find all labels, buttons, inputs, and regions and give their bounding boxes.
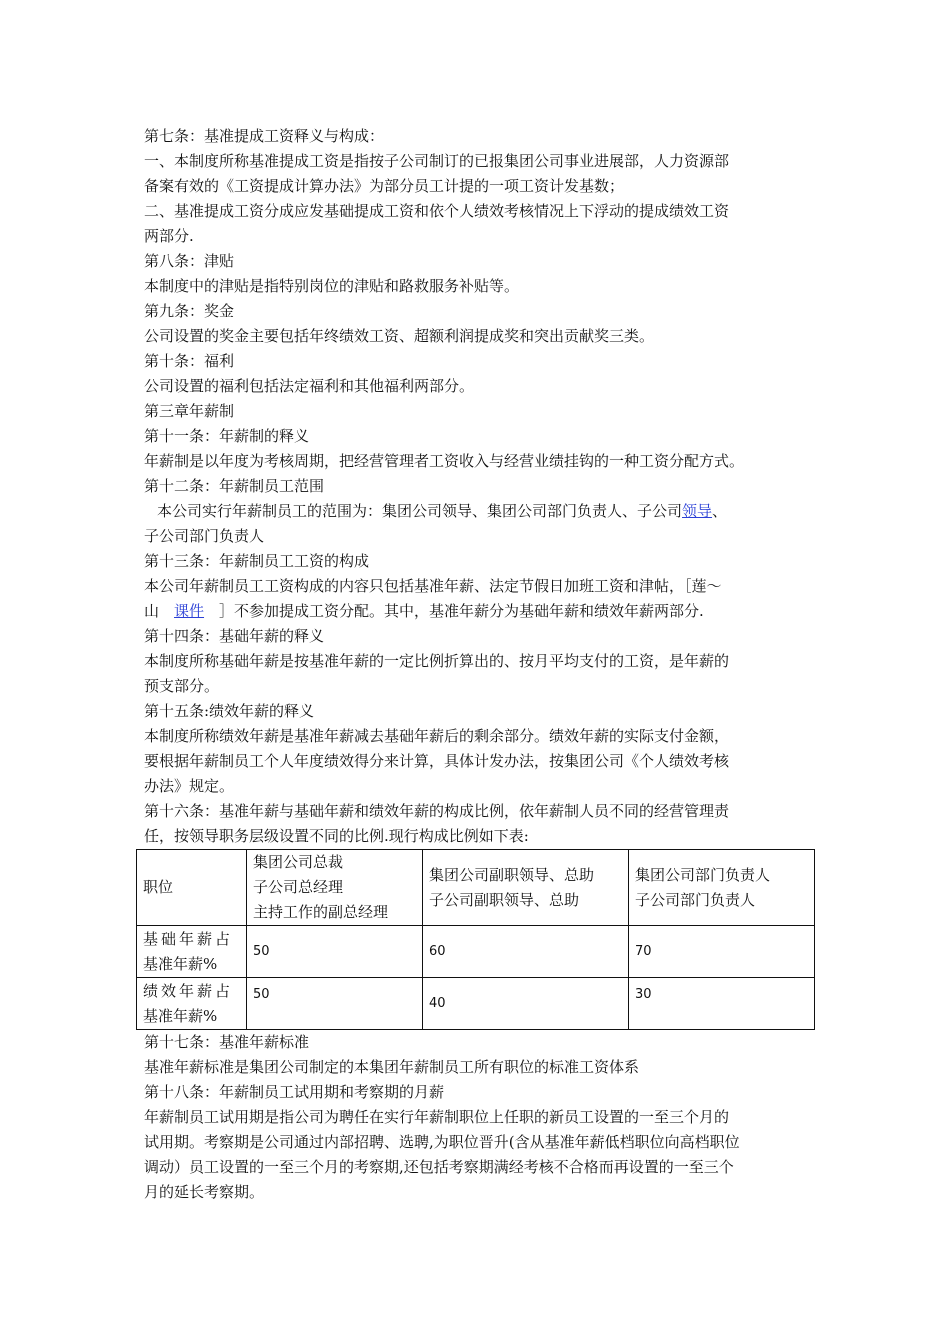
article7-heading: 第七条：基准提成工资释义与构成： [144,127,385,145]
article7-text: 一、本制度所称基准提成工资是指按子公司制订的已报集团公司事业进展部，人力资源部 [144,152,730,170]
article13-text-pre: 山 [144,602,175,620]
courseware-link[interactable]: 课件 [174,602,205,620]
article18-text: 年薪制员工试用期是指公司为聘任在实行年薪制职位上任职的新员工设置的一至三个月的 [144,1108,730,1126]
article13-text [144,599,816,624]
article12-text: 子公司部门负责人 [144,527,265,545]
article14-text: 预支部分。 [144,677,220,695]
header-line: 主持工作的副总经理 [253,903,389,921]
article7-text: 两部分. [144,227,194,245]
table-header-cell [629,850,815,926]
article12-text [144,499,816,524]
article9-heading: 第九条：奖金 [144,302,235,320]
table-header-cell [247,850,423,926]
article15-text: 本制度所称绩效年薪是基准年薪减去基础年薪后的剩余部分。绩效年薪的实际支付金额， [144,727,730,745]
article8-heading: 第八条：津贴 [144,252,235,270]
table-header-cell [423,850,629,926]
article13-heading: 第十三条：年薪制员工工资的构成 [144,552,370,570]
article12-text-tail: 、 [712,502,728,520]
document-body [144,124,816,1205]
table-cell: 40 [423,978,629,1030]
table-row [137,926,815,978]
table-cell: 30 [629,978,815,1030]
article10-text: 公司设置的福利包括法定福利和其他福利两部分。 [144,377,475,395]
article13-text: 本公司年薪制员工工资构成的内容只包括基准年薪、法定节假日加班工资和津帖，［莲～ [144,577,722,595]
article11-text: 年薪制是以年度为考核周期，把经营管理者工资收入与经营业绩挂钩的一种工资分配方式。 [144,452,745,470]
row-label-cell [137,978,247,1030]
table-row [137,978,815,1030]
row-label-cell [137,926,247,978]
leader-link[interactable]: 领导 [682,502,713,520]
row-label-line: 基础年薪占 [143,929,234,948]
header-line: 子公司副职领导、总助 [429,890,580,909]
article18-text: 调动）员工设置的一至三个月的考察期,还包括考察期满经考核不合格而再设置的一至三个 [144,1158,734,1176]
article18-heading: 第十八条：年薪制员工试用期和考察期的月薪 [144,1083,445,1101]
article14-text: 本制度所称基础年薪是按基准年薪的一定比例折算出的、按月平均支付的工资，是年薪的 [144,652,730,670]
article10-heading: 第十条：福利 [144,352,235,370]
article17-text: 基准年薪标准是集团公司制定的本集团年薪制员工所有职位的标准工资体系 [144,1058,640,1076]
table-header-cell: 职位 [137,850,247,926]
article15-text: 办法》规定。 [144,777,235,795]
chapter-heading: 第三章年薪制 [144,402,235,420]
row-label-line: 绩效年薪占 [143,981,234,1000]
table-cell: 60 [423,926,629,978]
table-cell: 50 [247,978,423,1030]
article7-text: 二、基准提成工资分成应发基础提成工资和依个人绩效考核情况上下浮动的提成绩效工资 [144,202,730,220]
header-line: 集团公司副职领导、总助 [429,865,595,884]
header-line: 集团公司部门负责人 [635,865,771,884]
article18-text: 月的延长考察期。 [144,1183,265,1201]
table-cell: 70 [629,926,815,978]
article13-text-post: ］不参加提成工资分配。其中，基准年薪分为基础年薪和绩效年薪两部分. [204,602,704,620]
article17-heading: 第十七条：基准年薪标准 [144,1033,310,1051]
article8-text: 本制度中的津贴是指特别岗位的津贴和路救服务补贴等。 [144,277,520,295]
header-line: 子公司总经理 [253,878,344,896]
article15-text: 要根据年薪制员工个人年度绩效得分来计算，具体计发办法，按集团公司《个人绩效考核 [144,752,730,770]
table-cell: 50 [247,926,423,978]
article18-text: 试用期。考察期是公司通过内部招聘、选聘,为职位晋升(含从基准年薪低档职位向高档职位 [144,1133,740,1151]
article9-text: 公司设置的奖金主要包括年终绩效工资、超额利润提成奖和突出贡献奖三类。 [144,327,655,345]
header-line: 集团公司总裁 [253,853,344,871]
header-line: 子公司部门负责人 [635,890,756,909]
article16-text: 任，按领导职务层级设置不同的比例.现行构成比例如下表: [144,827,529,845]
article7-text: 备案有效的《工资提成计算办法》为部分员工计提的一项工资计发基数； [144,177,625,195]
article14-heading: 第十四条：基础年薪的释义 [144,627,325,645]
row-label-line: 基准年薪% [143,954,218,973]
row-label-line: 基准年薪% [143,1006,218,1025]
table-header-row [137,850,815,926]
article12-heading: 第十二条：年薪制员工范围 [144,477,325,495]
salary-ratio-table [136,849,815,1030]
article16-text: 第十六条：基准年薪与基础年薪和绩效年薪的构成比例，依年薪制人员不同的经营管理责 [144,802,730,820]
article12-text-span: 本公司实行年薪制员工的范围为：集团公司领导、集团公司部门负责人、子公司 [157,502,683,520]
article15-heading: 第十五条:绩效年薪的释义 [144,702,315,720]
article11-heading: 第十一条：年薪制的释义 [144,427,310,445]
